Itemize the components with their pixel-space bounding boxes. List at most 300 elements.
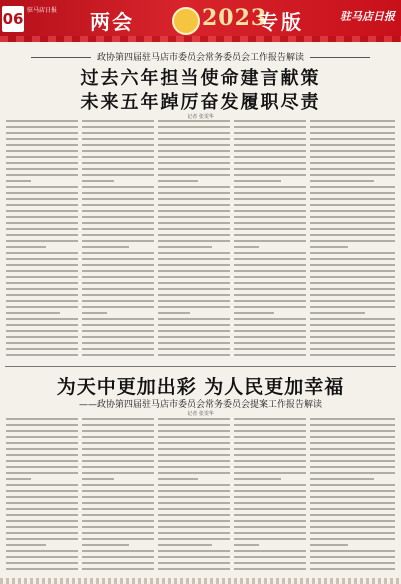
text-line xyxy=(82,342,154,344)
text-line xyxy=(6,430,78,432)
column-text xyxy=(310,120,395,356)
text-line xyxy=(310,484,395,486)
text-line xyxy=(234,490,306,492)
text-line xyxy=(158,138,230,140)
text-line xyxy=(82,442,154,444)
text-line xyxy=(234,562,306,564)
text-line xyxy=(234,228,306,230)
text-line xyxy=(158,222,230,224)
text-line xyxy=(234,460,306,462)
text-line xyxy=(82,270,154,272)
text-line xyxy=(310,562,395,564)
text-line xyxy=(6,150,78,152)
text-line xyxy=(310,306,395,308)
text-line xyxy=(6,550,78,552)
text-line xyxy=(310,120,395,122)
text-line xyxy=(82,496,154,498)
text-line xyxy=(158,532,230,534)
article2-byline: 记者 张雯华 xyxy=(187,411,214,417)
text-line xyxy=(234,424,306,426)
text-line xyxy=(6,198,78,200)
cppcc-emblem-icon xyxy=(172,7,200,35)
text-line xyxy=(6,424,78,426)
text-line xyxy=(234,216,306,218)
text-line xyxy=(6,240,78,242)
text-line xyxy=(234,532,306,534)
text-line xyxy=(234,312,274,314)
text-line xyxy=(158,562,230,564)
text-line xyxy=(234,508,306,510)
text-line xyxy=(158,454,230,456)
text-line xyxy=(6,312,60,314)
text-line xyxy=(310,210,395,212)
text-line xyxy=(82,246,129,248)
text-line xyxy=(82,418,154,420)
text-line xyxy=(310,544,348,546)
text-line xyxy=(310,550,395,552)
text-line xyxy=(82,216,154,218)
text-line xyxy=(234,496,306,498)
text-line xyxy=(310,168,395,170)
text-line xyxy=(234,246,259,248)
text-line xyxy=(158,436,230,438)
text-line xyxy=(158,126,230,128)
article1-column-5 xyxy=(310,120,395,362)
text-line xyxy=(310,204,395,206)
text-line xyxy=(234,210,306,212)
text-line xyxy=(310,156,395,158)
text-line xyxy=(310,138,395,140)
text-line xyxy=(158,276,230,278)
text-line xyxy=(82,252,154,254)
text-line xyxy=(310,514,395,516)
text-line xyxy=(6,520,78,522)
text-line xyxy=(310,568,395,570)
text-line xyxy=(82,180,114,182)
text-line xyxy=(82,162,154,164)
text-line xyxy=(310,330,395,332)
text-line xyxy=(310,276,395,278)
text-line xyxy=(82,472,154,474)
text-line xyxy=(6,126,78,128)
text-line xyxy=(158,348,230,350)
text-line xyxy=(6,234,78,236)
paper-name: 驻马店日报 xyxy=(27,7,58,14)
article1-byline: 记者 张雯华 xyxy=(187,114,214,120)
text-line xyxy=(6,508,78,510)
text-line xyxy=(82,556,154,558)
text-line xyxy=(6,216,78,218)
text-line xyxy=(6,180,31,182)
text-line xyxy=(234,204,306,206)
text-line xyxy=(234,270,306,272)
text-line xyxy=(6,210,78,212)
text-line xyxy=(158,252,230,254)
text-line xyxy=(6,484,78,486)
kicker-rule xyxy=(31,57,91,58)
text-line xyxy=(158,270,230,272)
text-line xyxy=(6,442,78,444)
masthead-banner xyxy=(0,0,401,42)
column-text xyxy=(158,418,230,570)
text-line xyxy=(82,240,154,242)
banner-stripe xyxy=(0,36,401,42)
text-line xyxy=(158,538,230,540)
text-line xyxy=(6,276,78,278)
article2-kicker: ——政协第四届驻马店市委员会常务委员会提案工作报告解读 xyxy=(78,400,322,410)
text-line xyxy=(158,448,230,450)
text-line xyxy=(234,174,306,176)
text-line xyxy=(310,430,395,432)
text-line xyxy=(82,132,154,134)
text-line xyxy=(6,192,78,194)
column-text xyxy=(82,120,154,356)
text-line xyxy=(6,306,78,308)
text-line xyxy=(158,156,230,158)
text-line xyxy=(158,424,230,426)
text-line xyxy=(82,126,154,128)
text-line xyxy=(310,240,395,242)
text-line xyxy=(234,318,306,320)
text-line xyxy=(234,430,306,432)
text-line xyxy=(158,294,230,296)
text-line xyxy=(310,490,395,492)
text-line xyxy=(310,342,395,344)
text-line xyxy=(310,466,395,468)
text-line xyxy=(6,448,78,450)
column-text xyxy=(82,418,154,570)
text-line xyxy=(310,324,395,326)
text-line xyxy=(310,508,395,510)
text-line xyxy=(234,336,306,338)
text-line xyxy=(82,210,154,212)
text-line xyxy=(6,342,78,344)
text-line xyxy=(310,424,395,426)
text-line xyxy=(310,132,395,134)
text-line xyxy=(82,198,154,200)
text-line xyxy=(6,348,78,350)
text-line xyxy=(234,126,306,128)
text-line xyxy=(310,198,395,200)
text-line xyxy=(82,192,154,194)
section-theme: 两会 xyxy=(90,10,134,34)
text-line xyxy=(158,210,230,212)
text-line xyxy=(82,568,154,570)
text-line xyxy=(158,484,230,486)
text-line xyxy=(82,490,154,492)
text-line xyxy=(82,282,154,284)
text-line xyxy=(234,514,306,516)
section-divider xyxy=(5,366,396,367)
text-line xyxy=(310,300,395,302)
text-line xyxy=(158,198,230,200)
text-line xyxy=(82,514,154,516)
article2-headline: 为天中更加出彩 为人民更加幸福 xyxy=(56,376,345,398)
text-line xyxy=(82,460,154,462)
text-line xyxy=(158,520,230,522)
text-line xyxy=(158,460,230,462)
text-line xyxy=(82,448,154,450)
column-text xyxy=(6,120,78,356)
text-line xyxy=(158,318,230,320)
article2-column-4 xyxy=(234,418,306,578)
text-line xyxy=(6,138,78,140)
text-line xyxy=(234,156,306,158)
text-line xyxy=(234,526,306,528)
special-edition-label: 专版 xyxy=(258,10,304,34)
text-line xyxy=(6,264,78,266)
article1-headline-line2: 未来五年踔厉奋发履职尽责 xyxy=(80,92,321,113)
text-line xyxy=(234,418,306,420)
text-line xyxy=(158,478,198,480)
text-line xyxy=(234,454,306,456)
text-line xyxy=(310,162,395,164)
text-line xyxy=(234,234,306,236)
text-line xyxy=(158,174,230,176)
text-line xyxy=(82,168,154,170)
text-line xyxy=(310,436,395,438)
text-line xyxy=(310,478,374,480)
kicker-rule xyxy=(310,57,370,58)
text-line xyxy=(234,294,306,296)
text-line xyxy=(82,544,129,546)
text-line xyxy=(158,550,230,552)
text-line xyxy=(82,354,154,356)
text-line xyxy=(158,246,212,248)
text-line xyxy=(234,442,306,444)
text-line xyxy=(82,276,154,278)
text-line xyxy=(158,120,230,122)
text-line xyxy=(310,502,395,504)
text-line xyxy=(158,282,230,284)
text-line xyxy=(310,252,395,254)
text-line xyxy=(82,424,154,426)
text-line xyxy=(234,180,281,182)
text-line xyxy=(82,228,154,230)
text-line xyxy=(234,306,306,308)
text-line xyxy=(82,186,154,188)
text-line xyxy=(310,442,395,444)
text-line xyxy=(82,258,154,260)
text-line xyxy=(310,288,395,290)
text-line xyxy=(158,496,230,498)
text-line xyxy=(6,186,78,188)
text-line xyxy=(6,556,78,558)
text-line xyxy=(158,264,230,266)
text-line xyxy=(310,538,395,540)
text-line xyxy=(234,282,306,284)
text-line xyxy=(310,228,395,230)
text-line xyxy=(310,270,395,272)
text-line xyxy=(310,126,395,128)
text-line xyxy=(6,568,78,570)
text-line xyxy=(6,132,78,134)
text-line xyxy=(158,354,230,356)
text-line xyxy=(158,336,230,338)
text-line xyxy=(82,532,154,534)
text-line xyxy=(82,502,154,504)
text-line xyxy=(6,538,78,540)
text-line xyxy=(158,556,230,558)
text-line xyxy=(234,484,306,486)
text-line xyxy=(6,288,78,290)
text-line xyxy=(82,508,154,510)
text-line xyxy=(234,342,306,344)
text-line xyxy=(158,240,230,242)
text-line xyxy=(82,526,154,528)
text-line xyxy=(82,144,154,146)
text-line xyxy=(158,324,230,326)
text-line xyxy=(158,502,230,504)
text-line xyxy=(310,294,395,296)
text-line xyxy=(158,312,190,314)
text-line xyxy=(6,228,78,230)
text-line xyxy=(310,460,395,462)
text-line xyxy=(234,478,281,480)
column-text xyxy=(310,418,395,570)
article1-kicker xyxy=(0,50,401,63)
text-line xyxy=(158,514,230,516)
article2-column-5 xyxy=(310,418,395,578)
text-line xyxy=(158,300,230,302)
text-line xyxy=(158,144,230,146)
text-line xyxy=(6,318,78,320)
text-line xyxy=(82,222,154,224)
text-line xyxy=(158,342,230,344)
column-text xyxy=(234,120,306,356)
text-line xyxy=(158,490,230,492)
text-line xyxy=(6,496,78,498)
article1-headline-line1: 过去六年担当使命建言献策 xyxy=(80,68,321,89)
text-line xyxy=(234,448,306,450)
page-footer-rule xyxy=(0,578,401,584)
text-line xyxy=(234,544,259,546)
text-line xyxy=(158,234,230,236)
text-line xyxy=(158,442,230,444)
text-line xyxy=(82,288,154,290)
text-line xyxy=(82,264,154,266)
text-line xyxy=(310,258,395,260)
text-line xyxy=(6,300,78,302)
column-text xyxy=(234,418,306,570)
text-line xyxy=(310,192,395,194)
text-line xyxy=(158,508,230,510)
text-line xyxy=(234,150,306,152)
text-line xyxy=(234,300,306,302)
text-line xyxy=(82,174,154,176)
text-line xyxy=(234,288,306,290)
text-line xyxy=(6,120,78,122)
text-line xyxy=(6,472,78,474)
column-text xyxy=(6,418,78,570)
text-line xyxy=(158,258,230,260)
text-line xyxy=(82,312,107,314)
text-line xyxy=(6,460,78,462)
text-line xyxy=(158,430,230,432)
text-line xyxy=(310,520,395,522)
text-line xyxy=(234,264,306,266)
text-line xyxy=(158,168,230,170)
text-line xyxy=(310,496,395,498)
text-line xyxy=(82,478,114,480)
text-line xyxy=(82,306,154,308)
text-line xyxy=(234,324,306,326)
text-line xyxy=(82,300,154,302)
text-line xyxy=(6,168,78,170)
text-line xyxy=(6,454,78,456)
article2-column-2 xyxy=(82,418,154,578)
text-line xyxy=(234,240,306,242)
text-line xyxy=(158,472,230,474)
article1-column-2 xyxy=(82,120,154,362)
text-line xyxy=(234,162,306,164)
text-line xyxy=(310,180,374,182)
text-line xyxy=(234,192,306,194)
text-line xyxy=(234,348,306,350)
text-line xyxy=(310,312,365,314)
text-line xyxy=(82,436,154,438)
text-line xyxy=(234,502,306,504)
text-line xyxy=(234,354,306,356)
text-line xyxy=(6,526,78,528)
text-line xyxy=(6,144,78,146)
text-line xyxy=(234,258,306,260)
text-line xyxy=(158,526,230,528)
text-line xyxy=(310,354,395,356)
text-line xyxy=(6,258,78,260)
text-line xyxy=(158,192,230,194)
text-line xyxy=(158,228,230,230)
text-line xyxy=(82,562,154,564)
text-line xyxy=(310,556,395,558)
text-line xyxy=(82,454,154,456)
text-line xyxy=(234,466,306,468)
text-line xyxy=(158,162,230,164)
article1-column-4 xyxy=(234,120,306,362)
text-line xyxy=(310,532,395,534)
text-line xyxy=(6,270,78,272)
text-line xyxy=(6,354,78,356)
text-line xyxy=(234,168,306,170)
text-line xyxy=(310,472,395,474)
text-line xyxy=(310,526,395,528)
text-line xyxy=(6,436,78,438)
text-line xyxy=(82,318,154,320)
text-line xyxy=(82,234,154,236)
text-line xyxy=(6,418,78,420)
text-line xyxy=(6,544,46,546)
text-line xyxy=(82,484,154,486)
text-line xyxy=(234,472,306,474)
text-line xyxy=(234,252,306,254)
text-line xyxy=(234,186,306,188)
text-line xyxy=(310,448,395,450)
text-line xyxy=(234,198,306,200)
text-line xyxy=(158,186,230,188)
text-line xyxy=(234,330,306,332)
article1-column-1 xyxy=(6,120,78,362)
text-line xyxy=(6,490,78,492)
text-line xyxy=(310,336,395,338)
text-line xyxy=(234,144,306,146)
text-line xyxy=(82,538,154,540)
text-line xyxy=(158,180,198,182)
text-line xyxy=(82,330,154,332)
text-line xyxy=(234,556,306,558)
text-line xyxy=(310,348,395,350)
text-line xyxy=(6,162,78,164)
text-line xyxy=(234,538,306,540)
